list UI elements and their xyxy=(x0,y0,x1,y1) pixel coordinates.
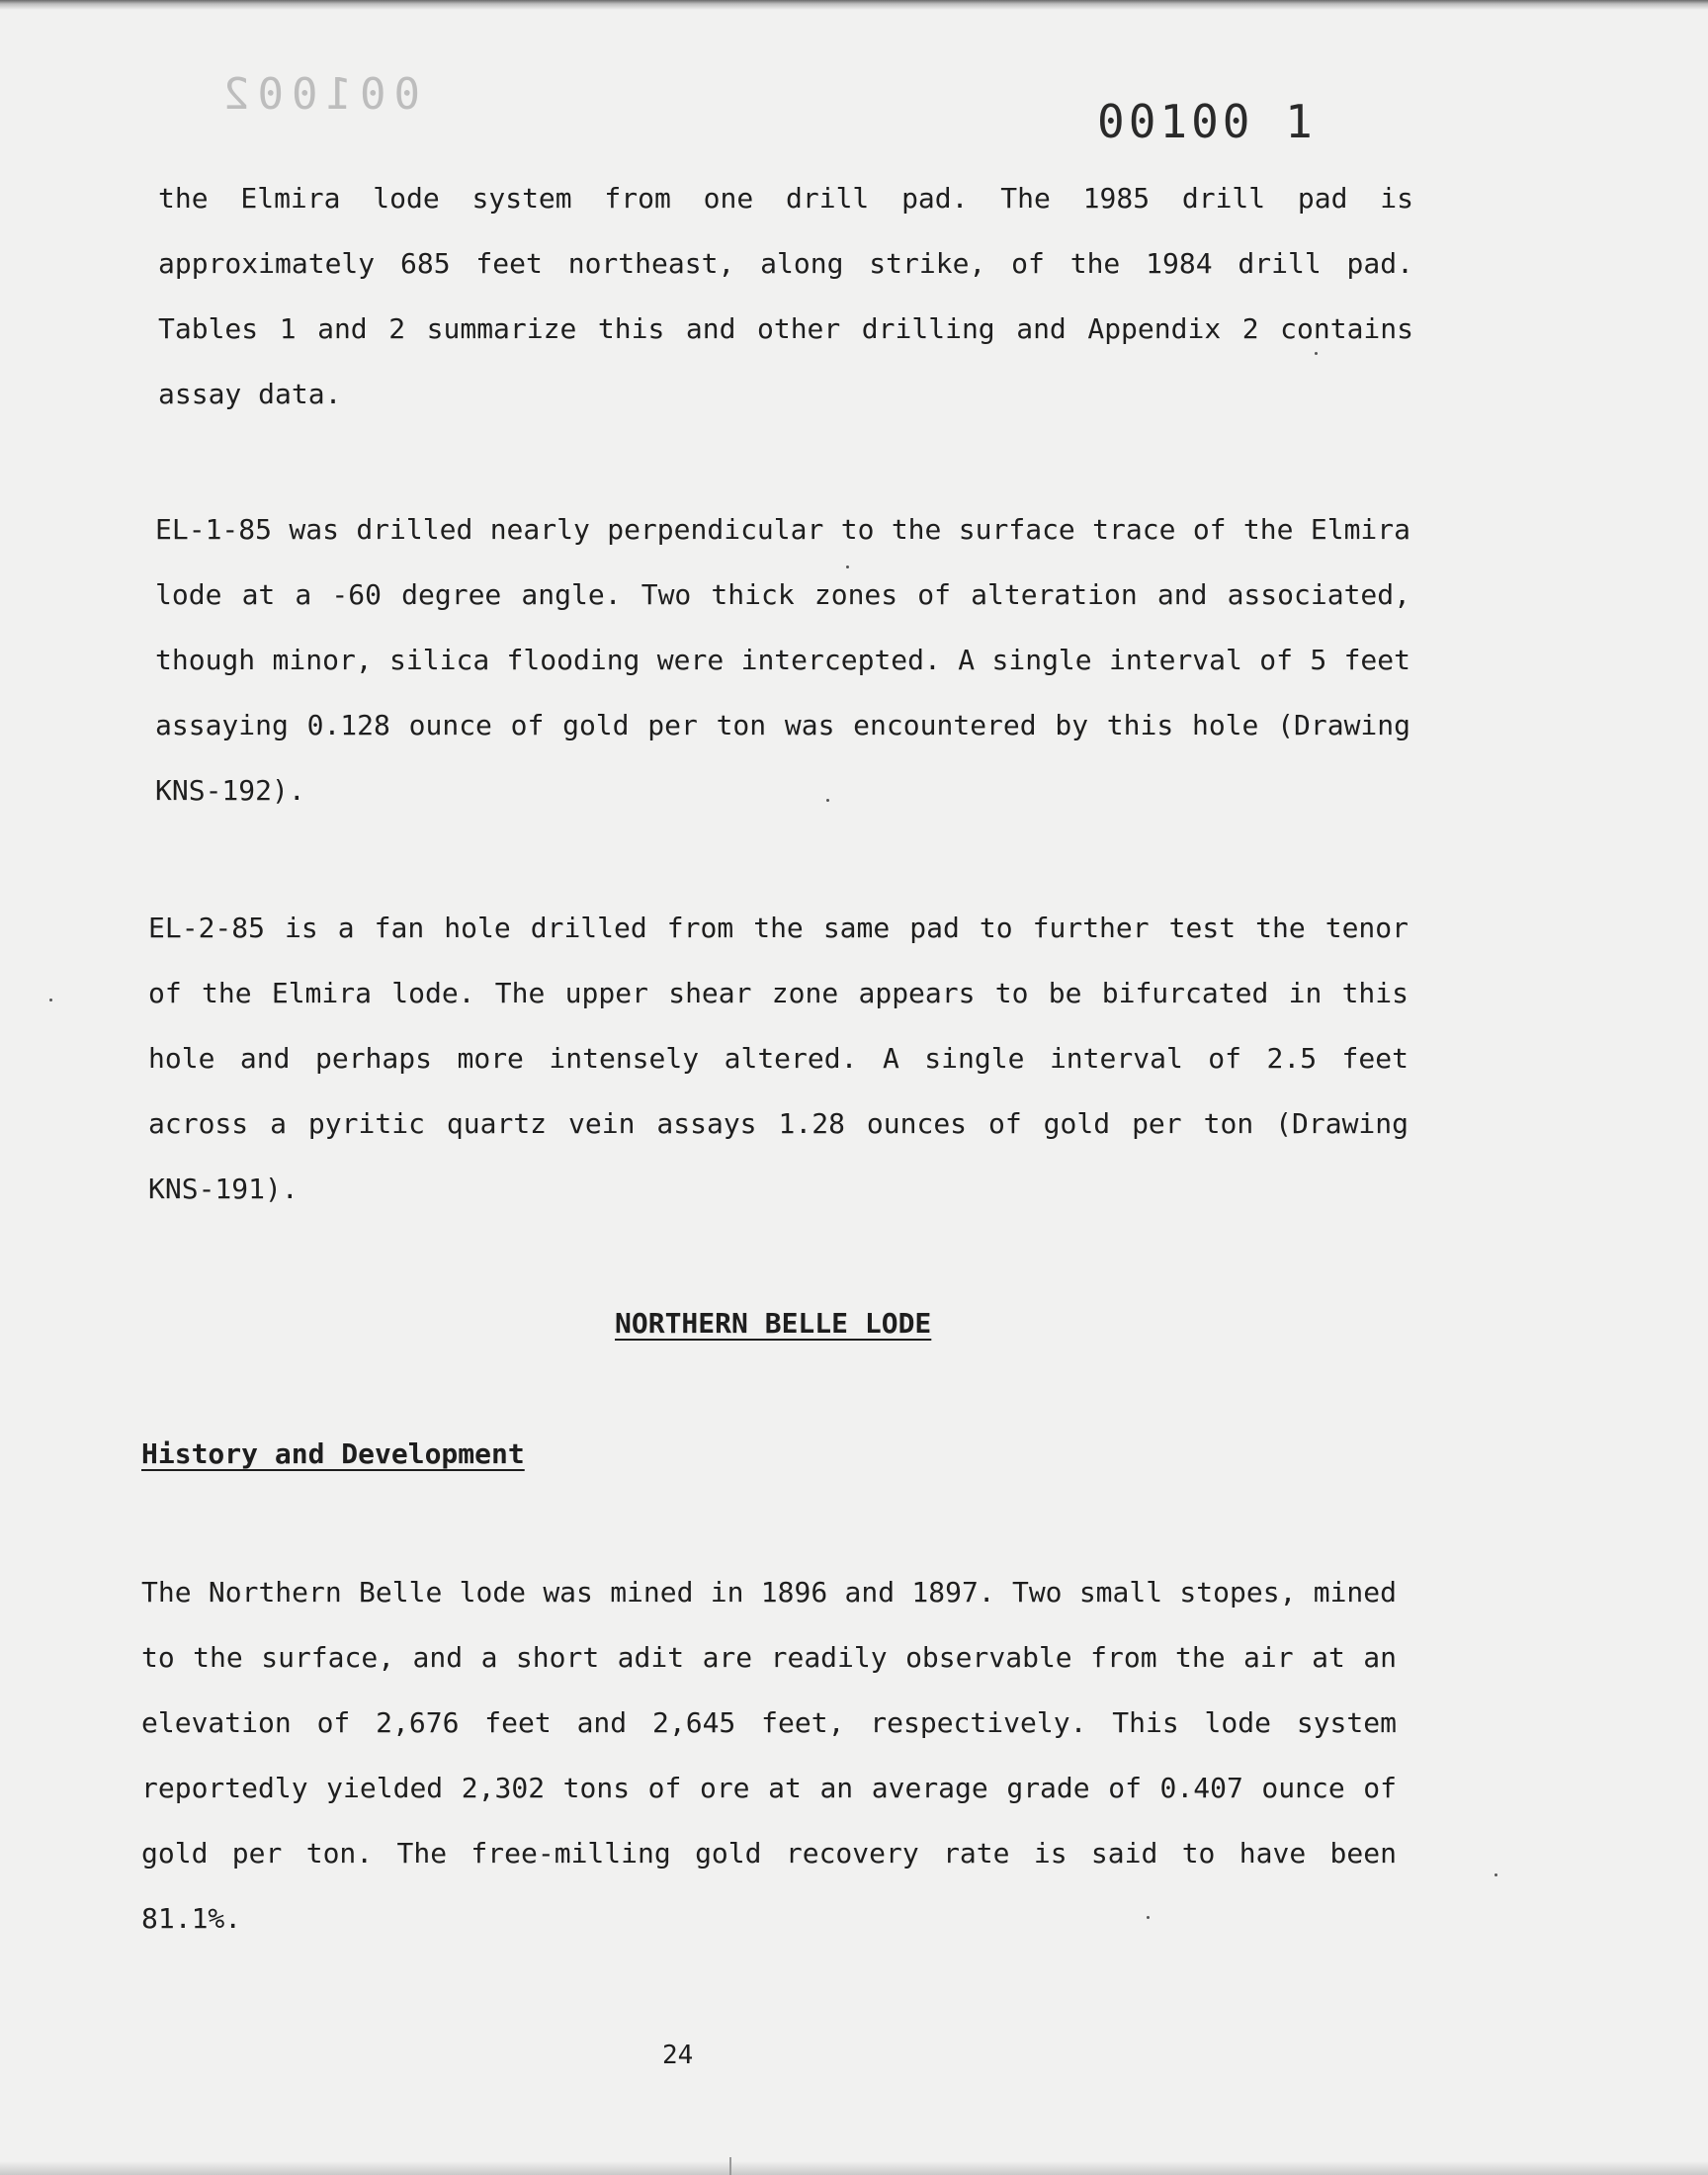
subsection-heading: History and Development xyxy=(141,1437,525,1470)
paragraph-elmira-drilling: the Elmira lode system from one drill pad. The 1985 drill pad is approximately 685 feet northeast, along strike, of the 1984 drill pad. Tables 1 and 2 summarize this and other drilling and Appendix 2 contains assay data. xyxy=(158,182,1413,410)
scan-speck xyxy=(1315,352,1318,355)
scan-bottom-edge xyxy=(0,2161,1708,2175)
scan-speck xyxy=(49,999,52,1001)
page-number: 24 xyxy=(662,2041,694,2070)
document-control-number: 00100 1 xyxy=(1097,95,1317,148)
section-heading: NORTHERN BELLE LODE xyxy=(615,1307,932,1340)
scan-top-edge xyxy=(0,0,1708,10)
paragraph-northern-belle-history: The Northern Belle lode was mined in 1896 and 1897. Two small stopes, mined to the surface, and a short adit are readily observable from the air at an elevation of 2,676 feet and 2,645 feet, respectively. This lode system reportedly yielded 2,302 tons of ore at an average grade of 0.407 ounce of gold per ton. The free-milling gold recovery rate is said to have been 81.1%. xyxy=(141,1576,1397,1935)
scan-speck xyxy=(1147,1916,1150,1919)
paragraph-el-1-85: EL-1-85 was drilled nearly perpendicular to the surface trace of the Elmira lode at a -60 degree angle. Two thick zones of alteration and associated, though minor, silica flooding were intercepted. A single interval of 5 feet assaying 0.128 ounce of gold per ton was encountered by this hole (Drawing KNS-192). xyxy=(155,513,1410,807)
bleed-through-number: 001002 xyxy=(215,69,420,120)
scan-speck xyxy=(826,799,829,802)
scan-speck xyxy=(846,566,849,568)
scan-fold-mark xyxy=(729,2157,731,2175)
paragraph-el-2-85: EL-2-85 is a fan hole drilled from the same pad to further test the tenor of the Elmira lode. The upper shear zone appears to be bifurcated in this hole and perhaps more intensely altered. A single interval of 2.5 feet across a pyritic quartz vein assays 1.28 ounces of gold per ton (Drawing KNS-191). xyxy=(148,912,1409,1205)
scan-speck xyxy=(1494,1873,1497,1876)
